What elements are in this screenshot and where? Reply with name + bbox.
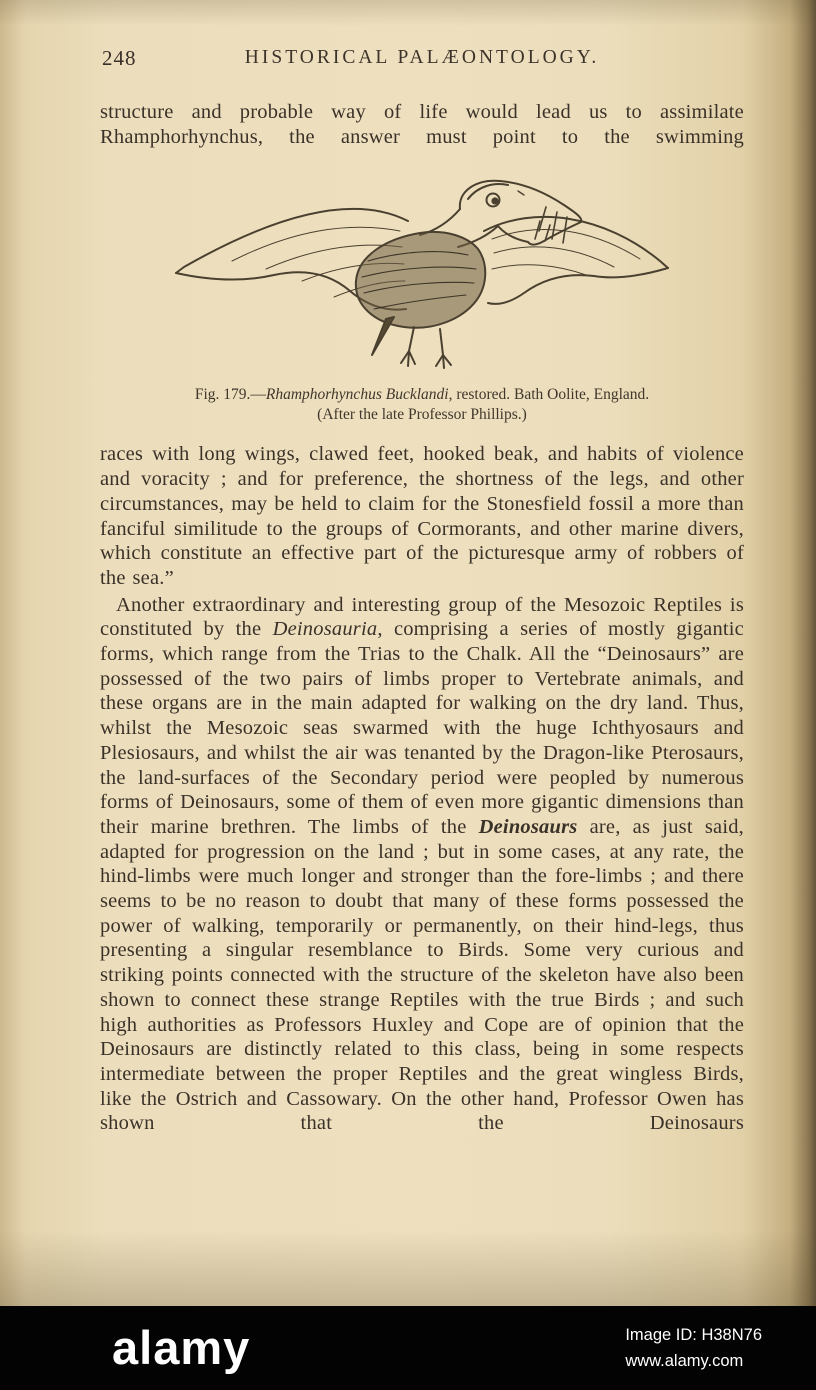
footer-meta [625, 1322, 762, 1374]
image-id-row [625, 1322, 762, 1348]
running-title: HISTORICAL PALÆONTOLOGY. [244, 47, 600, 68]
paragraph-top: structure and probable way of life would lead us to assimilate Rhamphorhynchus, the answer must point to the swimming [100, 101, 744, 148]
alamy-url: www.alamy.com [625, 1352, 744, 1370]
figure-caption [100, 385, 744, 424]
paragraph-deinosauria: Another extraordinary and interesting group of the Mesozoic Reptiles is constituted by the Deinosauria, comprising a series of mostly gigantic forms, which range from the Trias to the Chalk. All the “Deinosaurs” are possessed of the two pairs of limbs proper to Vertebrate animals, and these organs are in the main adapted for walking on the dry land. Thus, whilst the Mesozoic seas swarmed with the huge Ichthyosaurs and Plesiosaurs, and whilst the air was tenanted by the Dragon-like Pterosaurs, the land-surfaces of the Secondary period were peopled by numerous forms of Deinosaurs, some of them of even more gigantic dimensions than their marine brethren. The limbs of the Deinosaurs are, as just said, adapted for progression on the land ; but in some cases, at any rate, the hind-limbs were much longer and stronger than the fore-limbs ; and there seems to be no reason to doubt that many of these forms possessed the power of walking, temporarily or permanently, on their hind-legs, thus presenting a singular resemblance to Birds. Some very curious and striking points connected with the structure of the skeleton have also been shown to connect these strange Reptiles with the true Birds ; and such high authorities as Professors Huxley and Cope are of opinion that the Deinosaurs are distinctly related to this class, being in some respects intermediate between the proper Reptiles and the great wingless Birds, like the Ostrich and Cassowary. On the other hand, Professor Owen has shown that the Deinosaurs [100, 593, 744, 1135]
page-number: 248 [102, 46, 137, 70]
pterosaur-illustration [162, 169, 682, 374]
paragraph-races: races with long wings, clawed feet, hooked beak, and habits of violence and voracity ; and for preference, the shortness of the legs, and other circumstances, may be held to claim for the Stonesfield fossil a more than fanciful similitude to the groups of Cormorants, and other marine divers, which constitute an effective part of the picturesque army of robbers of the sea.” [100, 443, 744, 589]
image-id-value: H38N76 [701, 1326, 762, 1344]
page-header [100, 44, 744, 74]
figure-rhamphorhynchus [100, 169, 744, 424]
pterosaur-drawing-icon [162, 169, 682, 374]
page-content [100, 44, 744, 1136]
alamy-footer-bar [0, 1306, 816, 1390]
figure-caption-main: Fig. 179.—Rhamphorhynchus Bucklandi, restored. Bath Oolite, England. [194, 386, 650, 404]
alamy-logo: alamy [112, 1321, 251, 1374]
image-id-label: Image ID: [625, 1326, 697, 1344]
figure-caption-credit: (After the late Professor Phillips.) [317, 405, 527, 423]
